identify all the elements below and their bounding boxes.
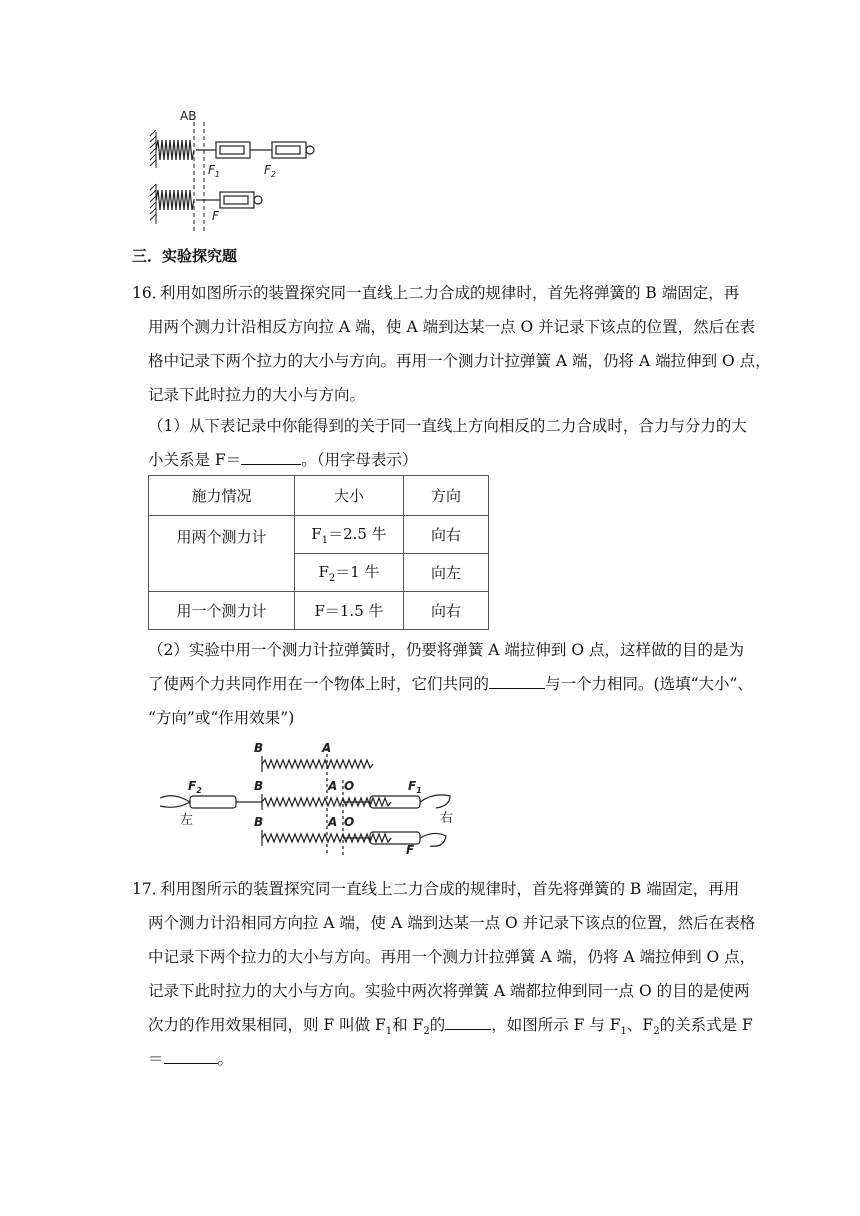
fig-label-left: 左 <box>180 813 194 828</box>
label-f: F <box>212 209 219 223</box>
fig-label-b: B <box>254 815 264 829</box>
answer-blank[interactable] <box>445 1015 491 1030</box>
fig-label-a: A <box>322 741 332 755</box>
table-cell: 向右 <box>404 592 489 630</box>
fig-label-b: B <box>254 741 264 755</box>
fig-label-o: O <box>344 779 355 793</box>
q17-line-1: 利用图所示的装置探究同一直线上二力合成的规律时，首先将弹簧的 B 端固定，再用 <box>160 880 740 898</box>
table-cell: 向左 <box>404 554 489 592</box>
q16-line-4: 记录下此时拉力的大小与方向。 <box>148 386 366 404</box>
label-ab: AB <box>180 109 197 123</box>
q16-part1-line1: （1）从下表记录中你能得到的关于同一直线上方向相反的二力合成时，合力与分力的大 <box>148 417 747 435</box>
answer-blank[interactable] <box>489 674 545 689</box>
q16-part2-line3: “方向”或“作用效果”) <box>148 709 295 727</box>
table-cell: $F_1=2.5$ 牛 <box>295 516 404 554</box>
table-header: 方向 <box>404 476 489 516</box>
fig-label-f: F <box>406 843 415 857</box>
q17-line-5: 次力的作用效果相同，则 F 叫做 $F_1$和 $F_2$的 ，如图所示 F 与 $F_1$、$F_2$的关系式是 F <box>148 1016 753 1038</box>
table-cell: 用一个测力计 <box>149 592 295 630</box>
q17-number: 17． <box>132 880 168 898</box>
table-cell: $F_2=1$ 牛 <box>295 554 404 592</box>
q16-line-1: 利用如图所示的装置探究同一直线上二力合成的规律时，首先将弹簧的 B 端固定，再 <box>160 284 740 302</box>
label-f2: $F_2$ <box>264 163 276 179</box>
fig-label-a: A <box>328 815 338 829</box>
fig-label-b: B <box>254 779 264 793</box>
q16-number: 16． <box>132 284 168 302</box>
fig-label-f1: $F_1$ <box>408 779 422 795</box>
section-heading: 三．实验探究题 <box>132 247 238 265</box>
q16-line-3: 格中记录下两个拉力的大小与方向。再用一个测力计拉弹簧 A 端，仍将 A 端拉伸到 O 点， <box>148 352 771 370</box>
q17-line-4: 记录下此时拉力的大小与方向。实验中两次将弹簧 A 端都拉伸到同一点 O 的目的是使两 <box>148 982 750 1000</box>
force-table <box>148 475 489 630</box>
table-cell: F＝1.5 牛 <box>295 592 404 630</box>
q16-line-2: 用两个测力计沿相反方向拉 A 端，使 A 端到达某一点 O 并记录下该点的位置，然后在表 <box>148 318 756 336</box>
q16-part2-line1: （2）实验中用一个测力计拉弹簧时，仍要将弹簧 A 端拉伸到 O 点，这样做的目的是为 <box>148 641 744 659</box>
fig-label-f2: $F_2$ <box>188 779 202 795</box>
table-cell: 向右 <box>404 516 489 554</box>
q17-line-3: 中记录下两个拉力的大小与方向。再用一个测力计拉弹簧 A 端，仍将 A 端拉伸到 O 点， <box>148 948 756 966</box>
fig-label-a: A <box>328 779 338 793</box>
answer-blank[interactable] <box>241 450 301 465</box>
q17-line-6: ＝ 。 <box>148 1050 234 1068</box>
q16-part2-line2: 了使两个力共同作用在一个物体上时，它们共同的 与一个力相同。(选填“大小”、 <box>148 675 753 693</box>
label-f1: $F_1$ <box>208 163 220 179</box>
answer-blank[interactable] <box>164 1049 218 1064</box>
spring-balance-figure-top <box>140 108 330 236</box>
fig-label-o: O <box>344 815 355 829</box>
table-header: 施力情况 <box>149 476 295 516</box>
fig-label-right: 右 <box>440 811 454 826</box>
q16-part1-line2: 小关系是 F＝ 。（用字母表示） <box>148 451 418 469</box>
table-header: 大小 <box>295 476 404 516</box>
spring-experiment-figure <box>150 740 470 860</box>
table-cell: 用两个测力计 <box>149 516 295 592</box>
q17-line-2: 两个测力计沿相同方向拉 A 端，使 A 端到达某一点 O 并记录下该点的位置，然后在表格 <box>148 914 756 932</box>
